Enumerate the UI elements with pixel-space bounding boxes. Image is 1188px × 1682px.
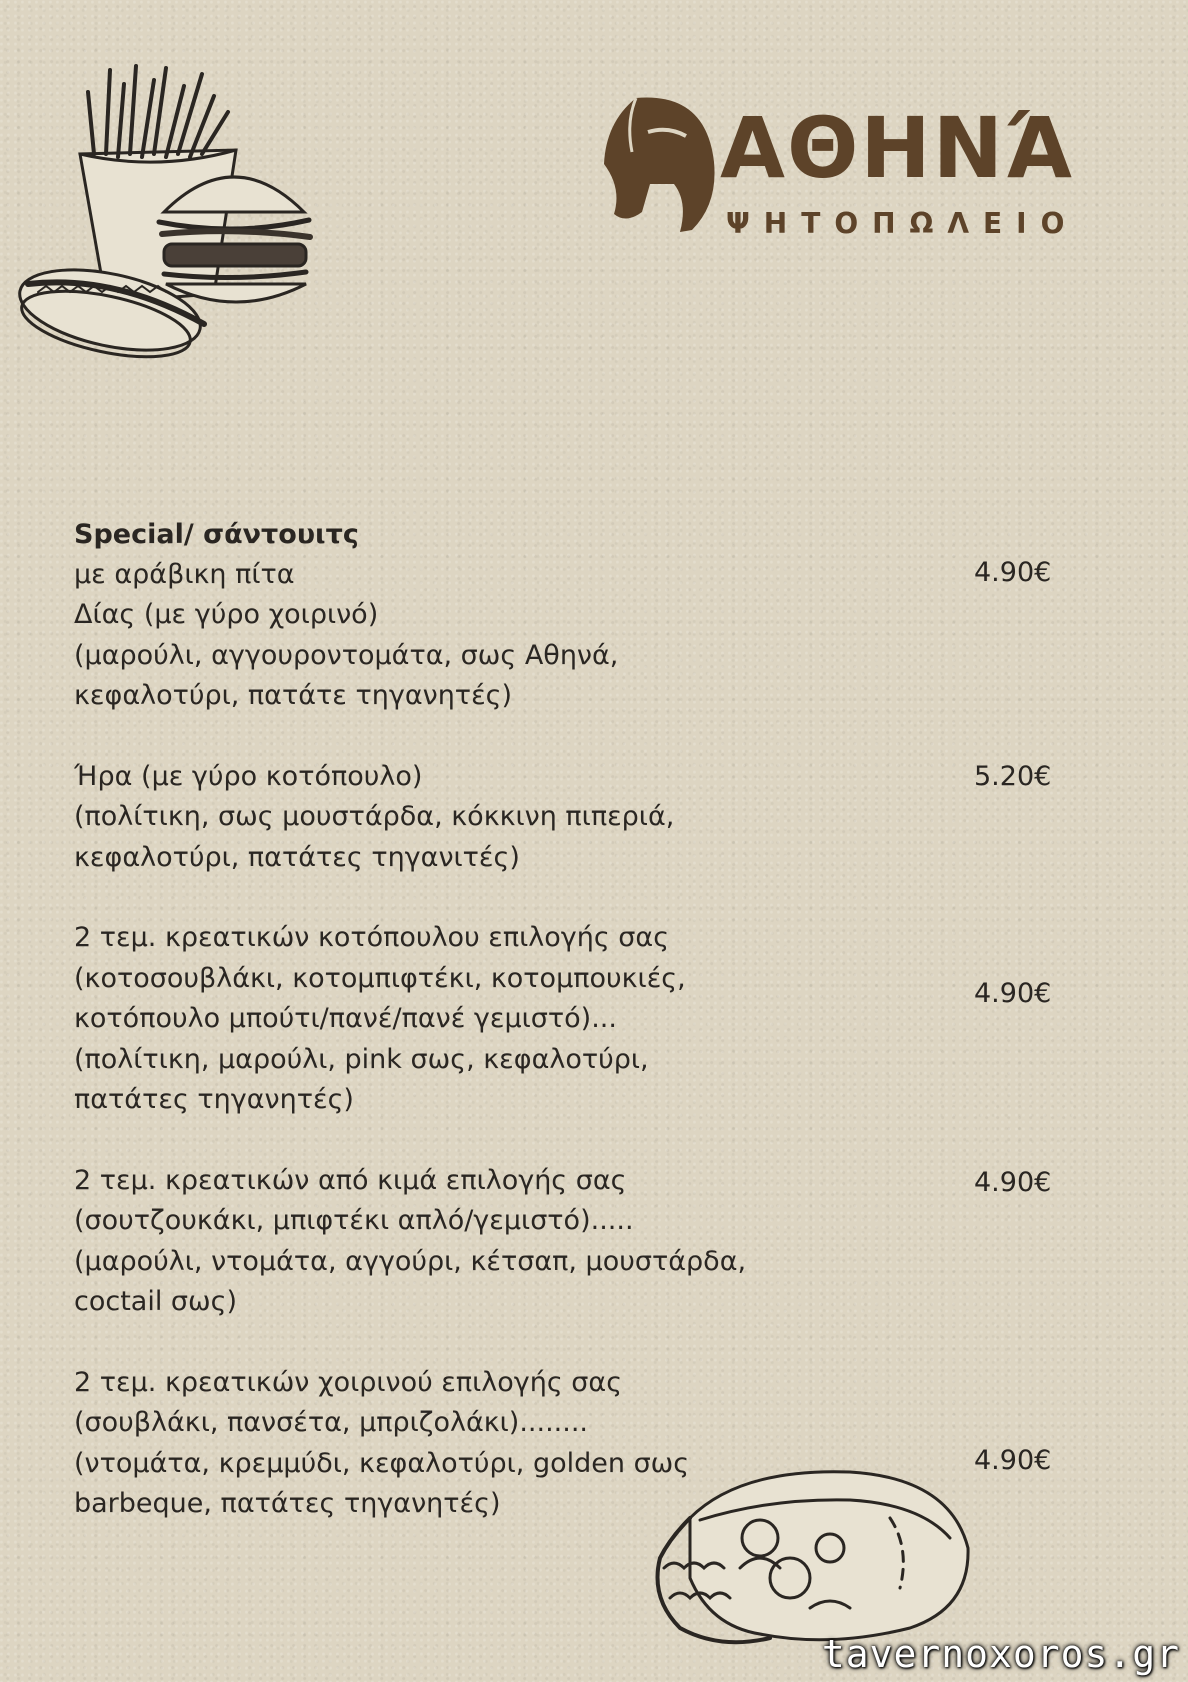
item-line: 2 τεμ. κρεατικών από κιμά επιλογής σας — [74, 1164, 627, 1196]
item-line: κεφαλοτύρι, πατάτε τηγανητές) — [74, 680, 513, 711]
item-price: 4.90€ — [974, 978, 1052, 1009]
item-line: Ήρα (με γύρο κοτόπουλο) — [74, 760, 423, 792]
section-title: Special/ σάντουιτς — [74, 519, 359, 550]
menu-item — [74, 918, 1074, 1121]
section-subtitle: με αράβικη πίτα — [74, 559, 295, 590]
logo-title: ΑΘΗΝΆ — [720, 99, 1074, 197]
item-line: 2 τεμ. κρεατικών κοτόπουλου επιλογής σας — [74, 922, 670, 953]
item-line: barbeque, πατάτες τηγανητές) — [74, 1488, 501, 1519]
menu-item — [74, 757, 1074, 879]
logo-subtitle: ΨΗΤΟΠΩΛΕΙΟ — [726, 207, 1079, 240]
restaurant-logo — [596, 92, 1096, 252]
item-price: 4.90€ — [974, 1166, 1052, 1198]
item-line: (πολίτικη, μαρούλι, pink σως, κεφαλοτύρι, — [74, 1043, 649, 1075]
item-line: (μαρούλι, αγγουροντομάτα, σως Αθηνά, — [74, 639, 619, 671]
item-line: coctail σως) — [74, 1286, 238, 1317]
watermark: tavernoxoros.gr — [821, 1632, 1180, 1676]
item-line: πατάτες τηγανητές) — [74, 1084, 354, 1115]
pita-wrap-illustration — [650, 1458, 980, 1658]
item-line: (κοτοσουβλάκι, κοτομπιφτέκι, κοτομπουκιές, — [74, 962, 686, 994]
item-line: κεφαλοτύρι, πατάτες τηγανιτές) — [74, 841, 520, 873]
item-line: (πολίτικη, σως μουστάρδα, κόκκινη πιπεριά, — [74, 801, 675, 832]
item-price: 5.20€ — [974, 760, 1052, 792]
item-line: (ντομάτα, κρεμμύδι, κεφαλοτύρι, golden σως — [74, 1447, 690, 1479]
item-line: (σουτζουκάκι, μπιφτέκι απλό/γεμιστό)..... — [74, 1205, 634, 1236]
item-line: κοτόπουλο μπούτι/πανέ/πανέ γεμιστό)... — [74, 1003, 617, 1034]
item-line: (μαρούλι, ντομάτα, αγγούρι, κέτσαπ, μουστάρδα, — [74, 1245, 747, 1277]
menu-section — [74, 515, 1074, 1565]
item-line: Δίας (με γύρο χοιρινό) — [74, 599, 379, 630]
item-price: 4.90€ — [974, 1444, 1052, 1476]
menu-item — [74, 1161, 1074, 1323]
item-price: 4.90€ — [974, 557, 1052, 588]
spartan-helmet-icon — [596, 92, 726, 242]
fast-food-illustration — [14, 62, 334, 362]
item-line: 2 τεμ. κρεατικών χοιρινού επιλογής σας — [74, 1366, 623, 1398]
item-line: (σουβλάκι, πανσέτα, μπριζολάκι)........ — [74, 1407, 589, 1438]
